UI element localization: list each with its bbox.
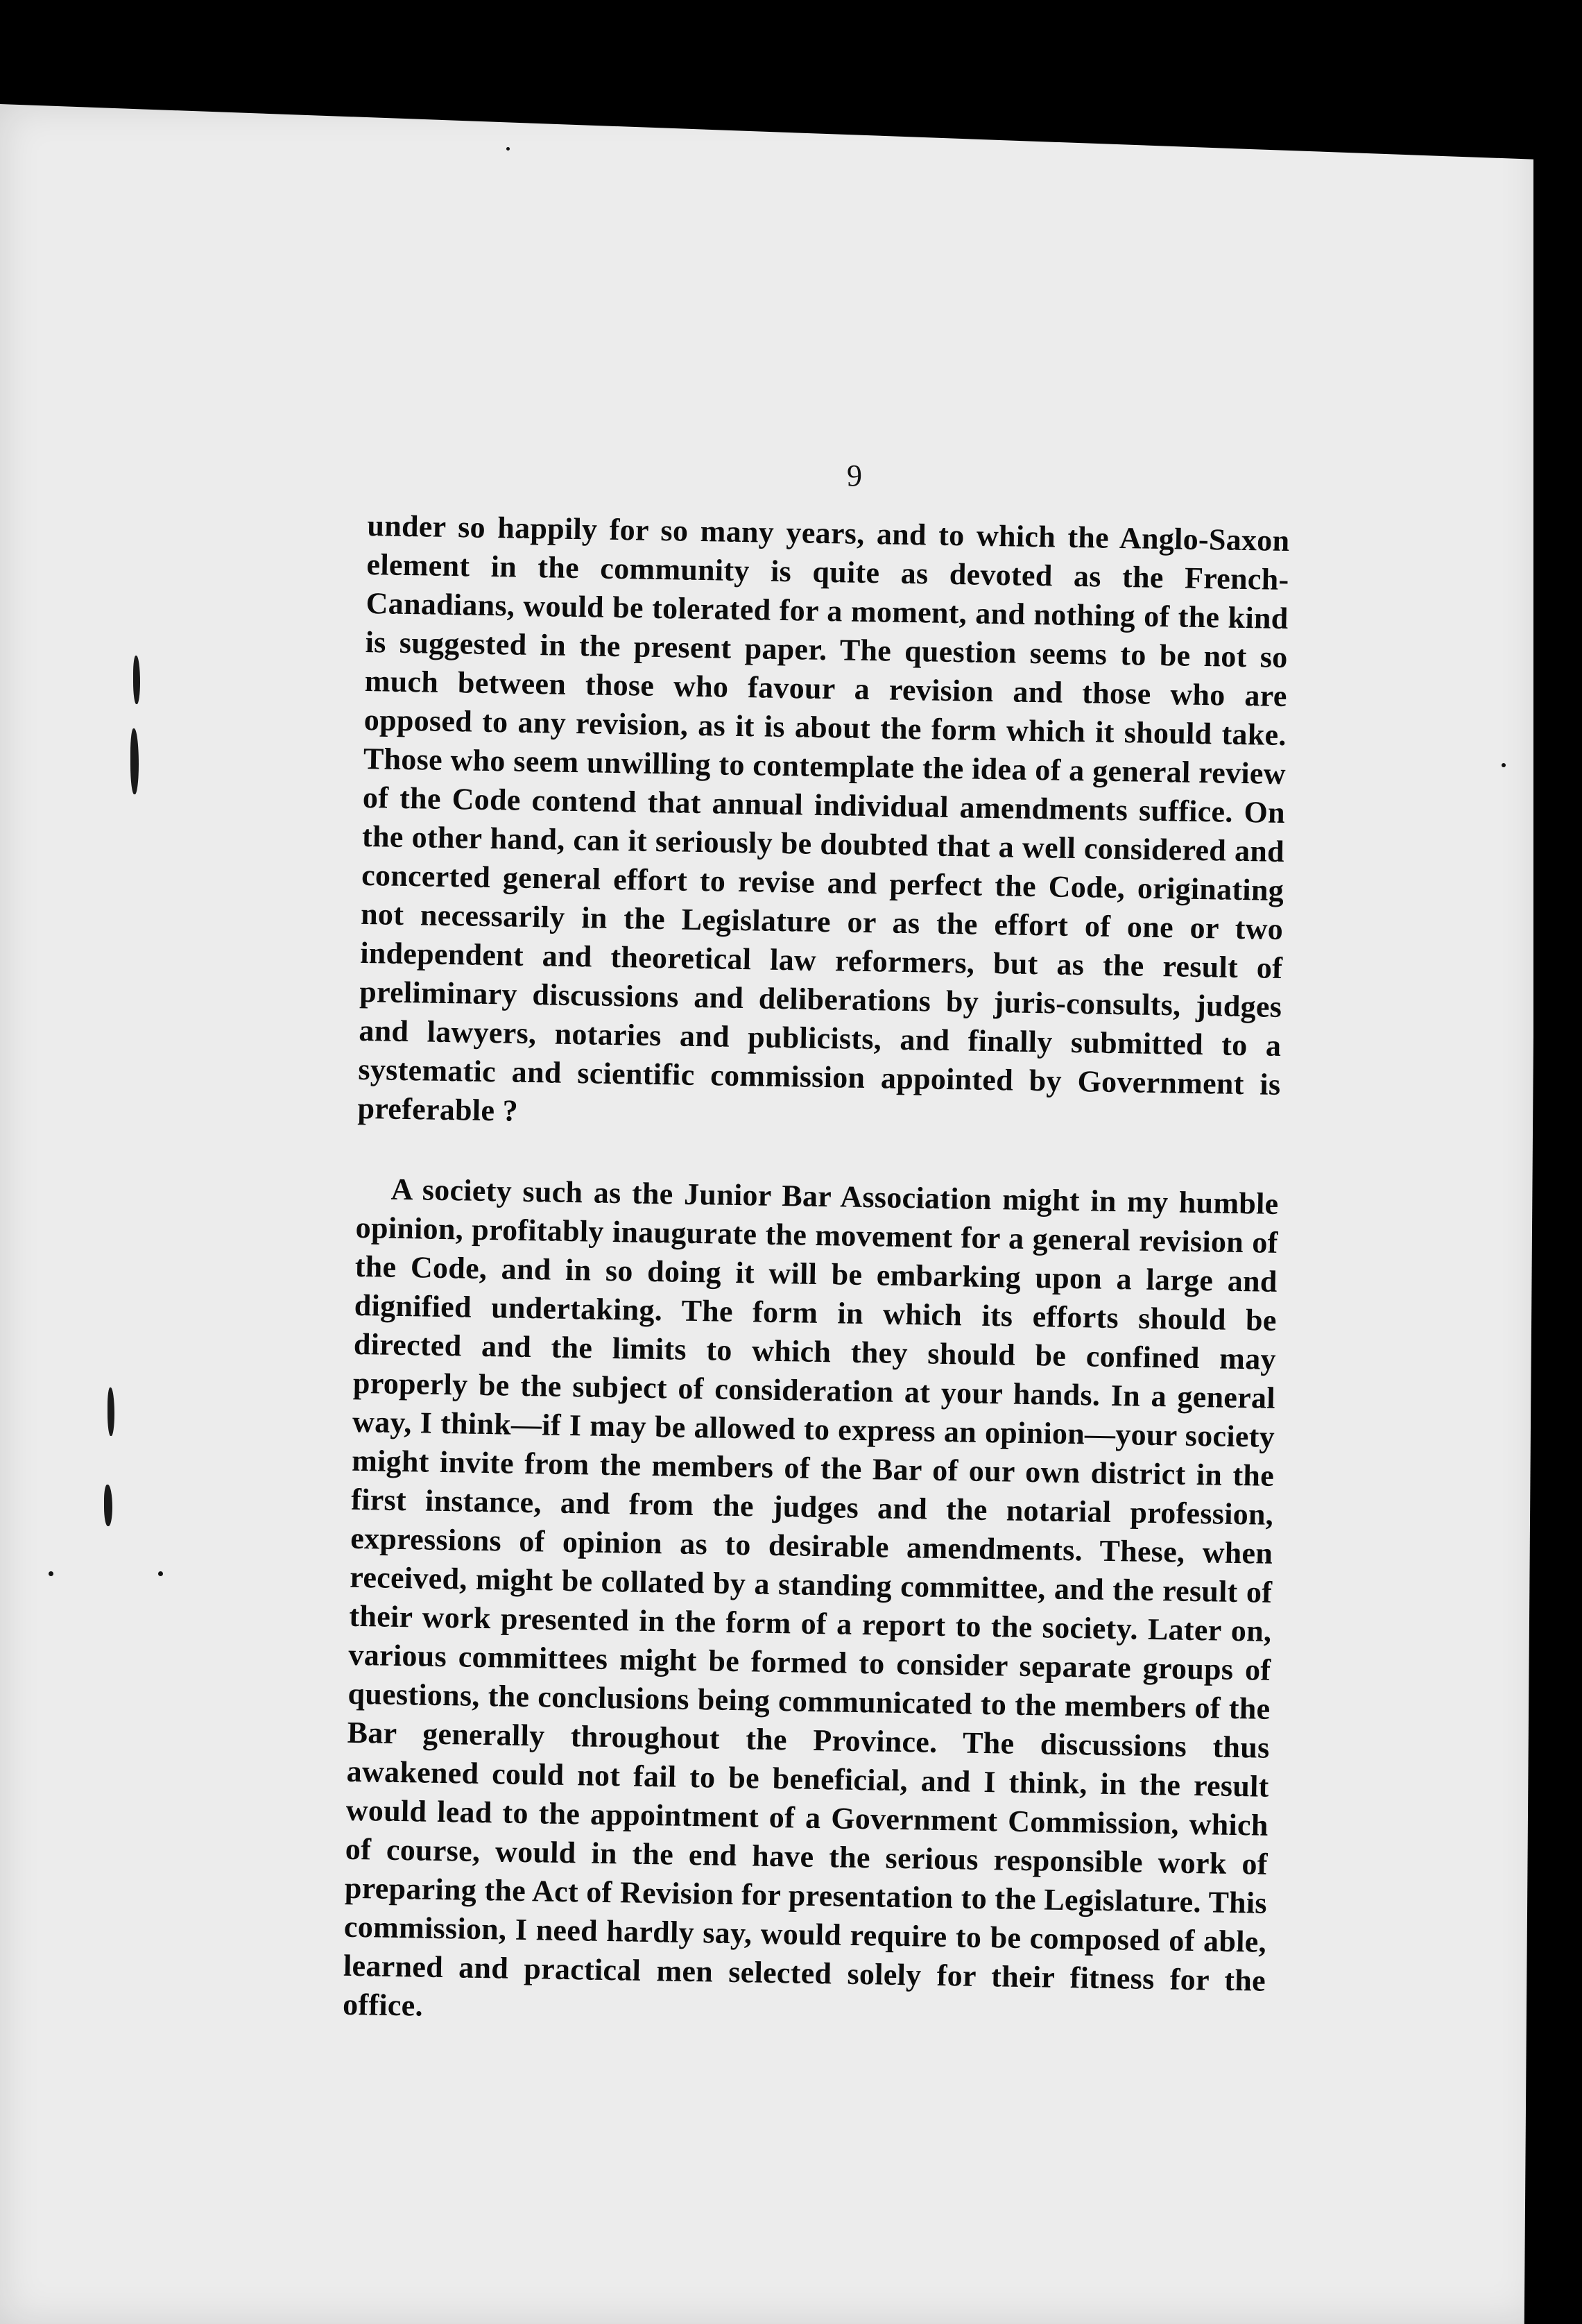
dust-speck: [158, 1571, 163, 1576]
body-text: [343, 506, 1290, 2040]
paragraph: under so happily for so many years, and to which the Anglo-Saxon element in the community is quite as devoted as the French-Canadians, would be tolerated for a moment, and nothing of the kind is suggested in the present paper. The question seems to be not so much between those who favour a revision and those who are opposed to any revision, as it is about the form which it should take. Those who seem unwilling to contemplate the idea of a general review of the Code contend that annual individual amendments suffice. On the other hand, can it seriously be doubted that a well considered and concerted general effort to revise and perfect the Code, originating not necessarily in the Legislature or as the effort of one or two independent and theoretical law reformers, but as the result of preliminary discussions and deliberations by juris-consults, judges and lawyers, notaries and publicists, and finally submitted to a systematic and scientific commission appointed by Government is preferable ?: [357, 508, 1290, 1128]
page-number: 9: [847, 459, 862, 493]
paragraph: A society such as the Junior Bar Association might in my humble opinion, profitably inaugurate the movement for a general revision of the Code, and in so doing it will be embarking upon a large and dignified undertaking. The form in which its efforts should be directed and the limits to which they should be confined may properly be the subject of consideration at your hands. In a general way, I think—if I may be allowed to express an opinion—your society might invite from the members of the Bar of our own district in the first instance, and from the judges and the notarial profession, expressions of opinion as to desirable amendments. These, when received, might be collated by a standing committee, and the result of their work presented in the form of a report to the society. Later on, various committees might be formed to consider separate groups of questions, the conclusions being communicated to the members of the Bar generally throughout the Province. The discussions thus awakened could not fail to be beneficial, and I think, in the result would lead to the appointment of a Government Commission, which of course, would in the end have the serious responsible work of preparing the Act of Revision for presentation to the Legislature. This commission, I need hardly say, would require to be composed of able, learned and practical men selected solely for their fitness for the office.: [342, 1172, 1279, 2023]
dust-speck: [49, 1571, 53, 1576]
dust-speck: [506, 147, 510, 151]
page-edge-shadow: [1533, 104, 1582, 2324]
dust-speck: [1502, 763, 1506, 767]
